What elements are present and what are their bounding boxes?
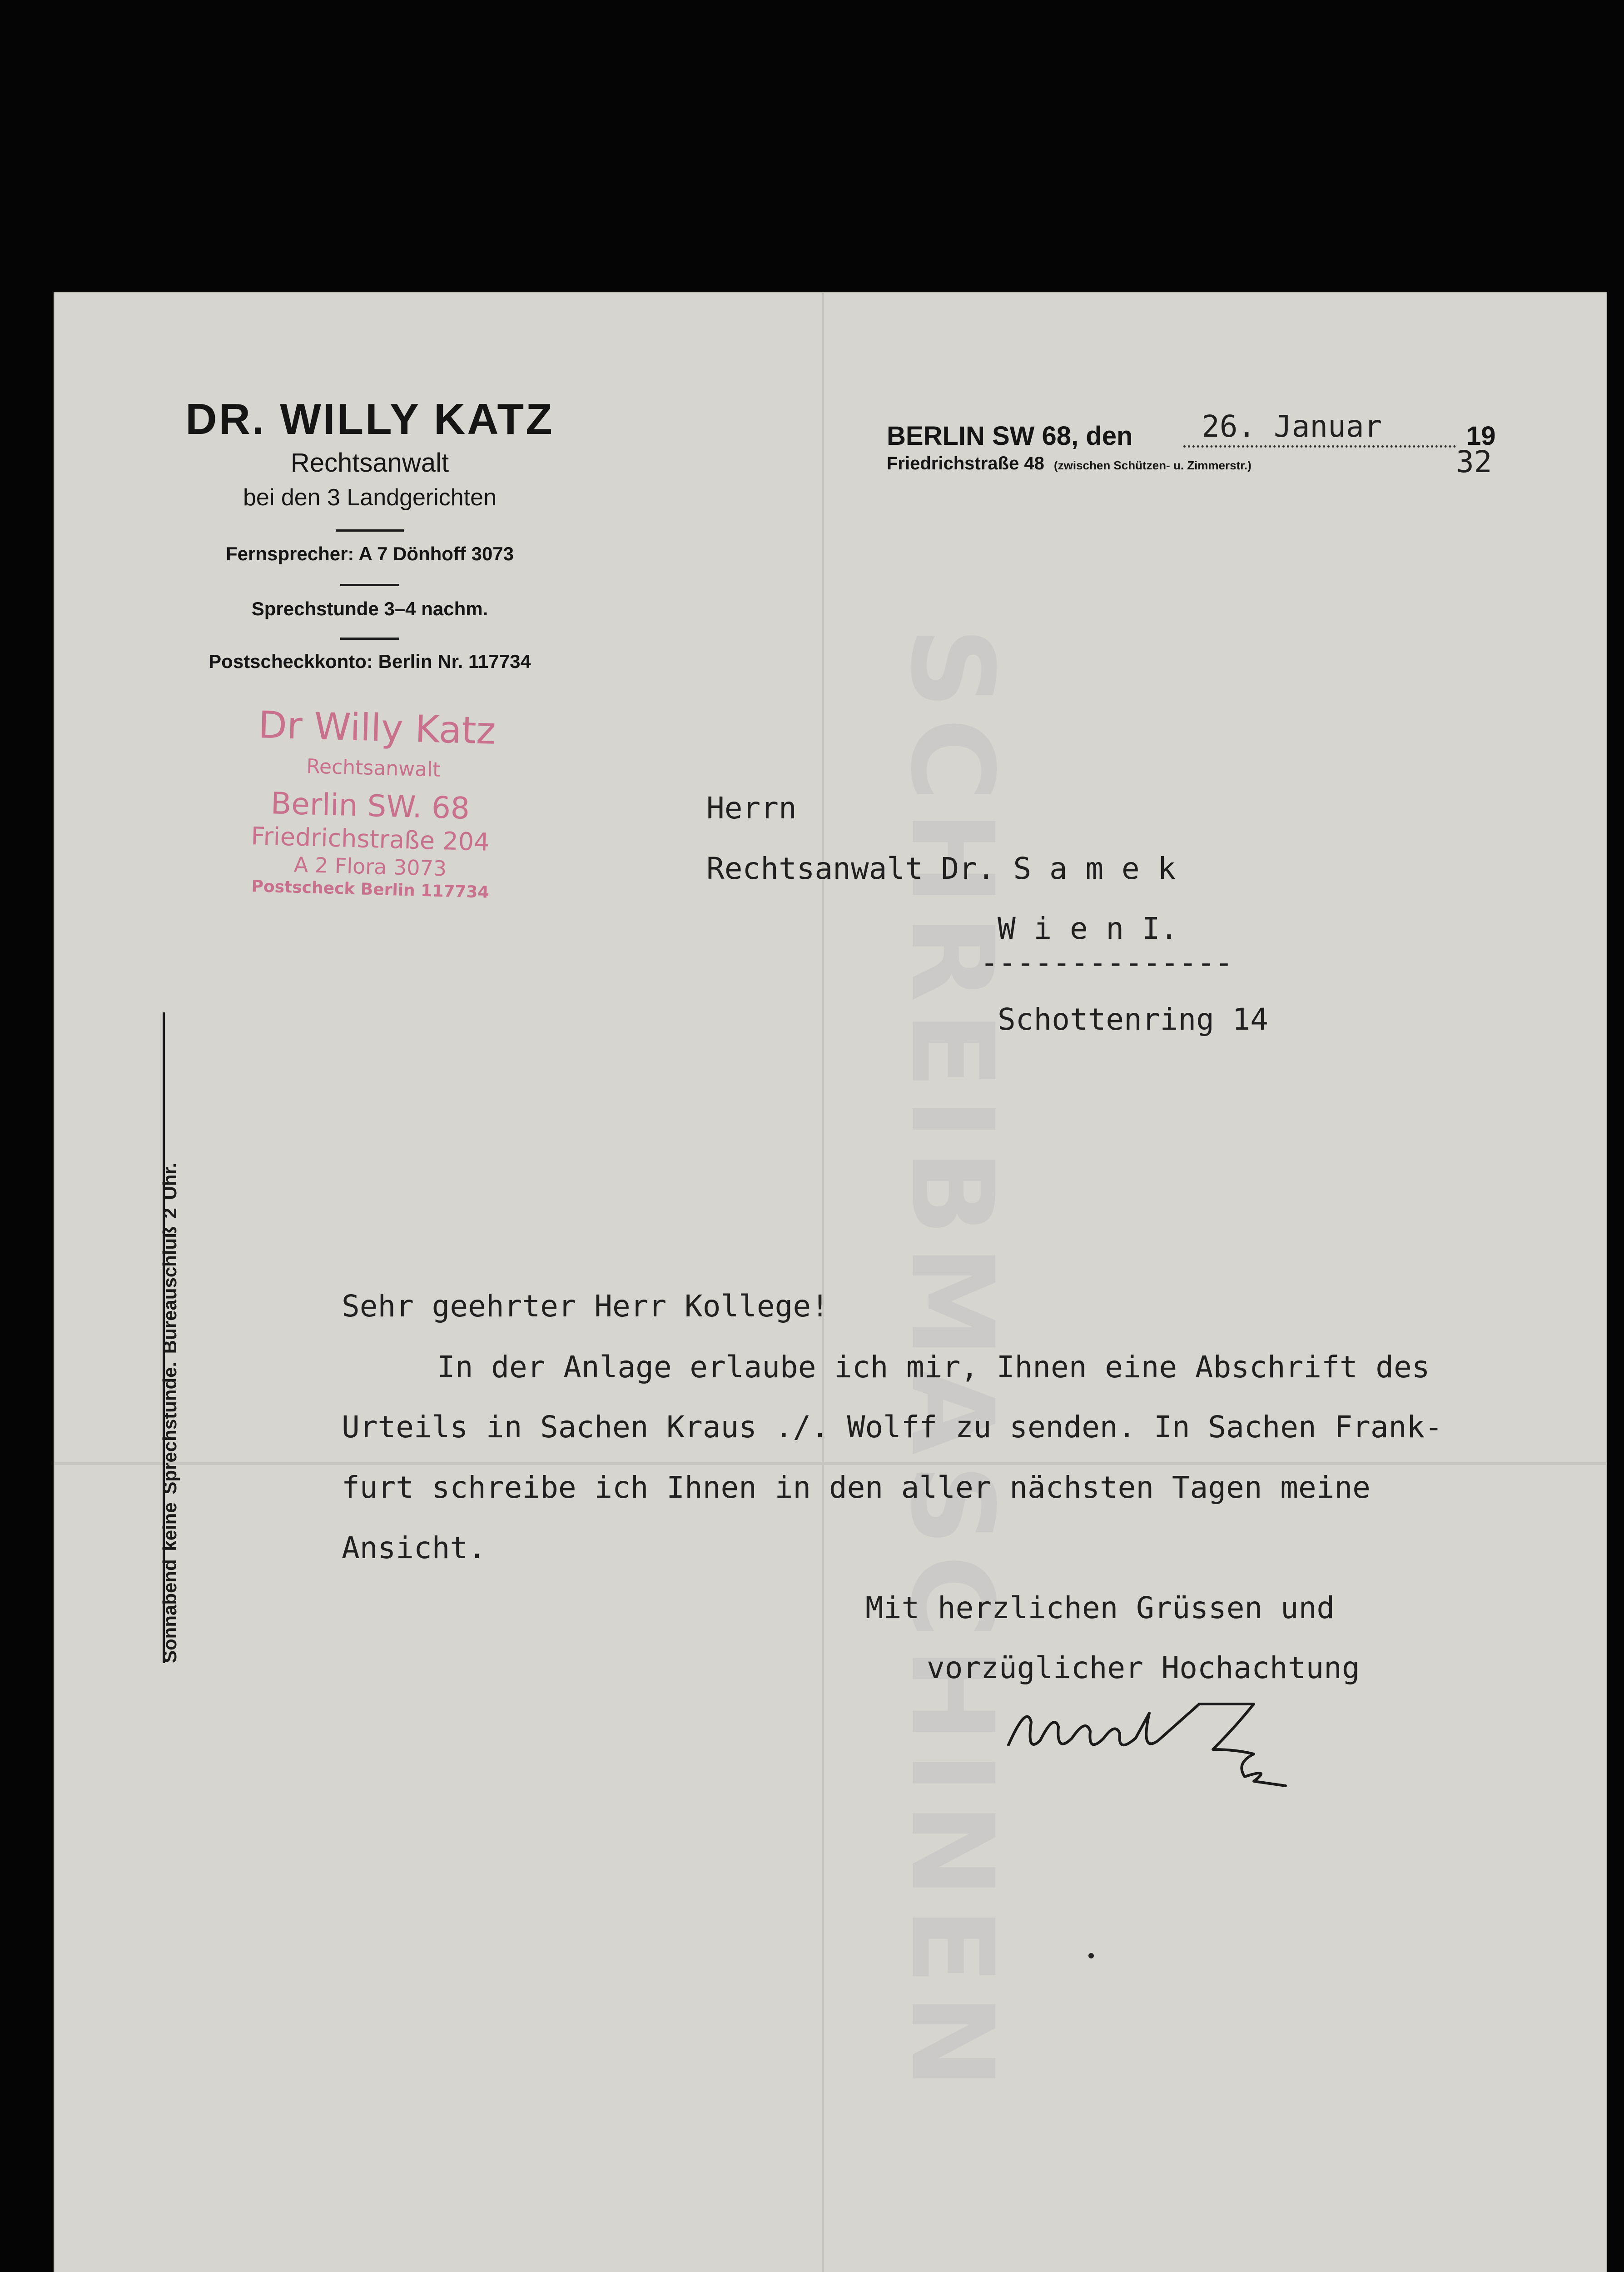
closing-line: vorzüglicher Hochachtung — [927, 1650, 1360, 1685]
stamp-street: Friedrichstraße 204 — [250, 822, 490, 857]
fold-crease-vertical — [822, 292, 824, 2272]
letterhead-postal-account: Postscheckkonto: Berlin Nr. 117734 — [209, 651, 531, 672]
stamp-profession: Rechtsanwalt — [306, 755, 441, 782]
stamp-name: Dr Willy Katz — [258, 703, 497, 753]
divider — [336, 529, 404, 532]
sender-street — [887, 453, 1252, 474]
date-day-month: 26. Januar — [1202, 409, 1382, 444]
letter-body-line: furt schreibe ich Ihnen in den aller nächsten Tagen meine — [342, 1470, 1371, 1505]
letter-greeting: Sehr geehrter Herr Kollege! — [342, 1289, 829, 1324]
stamp-phone: A 2 Flora 3073 — [293, 852, 447, 881]
letter-body-line: Ansicht. — [342, 1530, 486, 1565]
side-note: Sonnabend keine Sprechstunde. Bureauschluß 2 Uhr. — [159, 1162, 180, 1663]
place-label: BERLIN SW 68, den — [887, 421, 1133, 451]
sender-street-name: Friedrichstraße 48 — [887, 453, 1044, 473]
recipient-city: W i e n I. — [998, 911, 1178, 946]
closing-line: Mit herzlichen Grüssen und — [865, 1590, 1335, 1625]
signature — [999, 1686, 1317, 1795]
letter-sheet — [54, 292, 1607, 2272]
divider — [340, 584, 399, 586]
letterhead-phone: Fernsprecher: A 7 Dönhoff 3073 — [225, 543, 514, 564]
year-suffix: 32 — [1456, 444, 1492, 479]
divider — [340, 638, 399, 640]
date-dotted-line — [1183, 445, 1456, 448]
paper-watermark: SCHREIBMASCHINEN — [886, 627, 1018, 2098]
year-prefix: 19 — [1466, 421, 1496, 451]
recipient-name: Rechtsanwalt Dr. S a m e k — [706, 851, 1176, 886]
ink-dot — [1088, 1953, 1094, 1958]
recipient-city-underline: -------------- — [980, 945, 1233, 980]
letter-body-line: Urteils in Sachen Kraus ./. Wolff zu senden. In Sachen Frank- — [342, 1410, 1443, 1445]
letterhead-name: DR. WILLY KATZ — [185, 395, 554, 443]
letterhead-courts: bei den 3 Landgerichten — [243, 484, 497, 511]
fold-crease-horizontal — [54, 1462, 1607, 1465]
stamp-account: Postscheck Berlin 117734 — [251, 877, 490, 902]
letterhead-profession: Rechtsanwalt — [290, 448, 449, 478]
letter-body-line: In der Anlage erlaube ich mir, Ihnen eine Abschrift des — [437, 1350, 1430, 1385]
recipient-street: Schottenring 14 — [998, 1002, 1269, 1037]
stamp-city: Berlin SW. 68 — [270, 786, 470, 826]
recipient-salutation: Herrn — [706, 791, 797, 826]
letterhead-hours: Sprechstunde 3–4 nachm. — [251, 598, 488, 619]
sender-street-note: (zwischen Schützen- u. Zimmerstr.) — [1053, 458, 1252, 472]
